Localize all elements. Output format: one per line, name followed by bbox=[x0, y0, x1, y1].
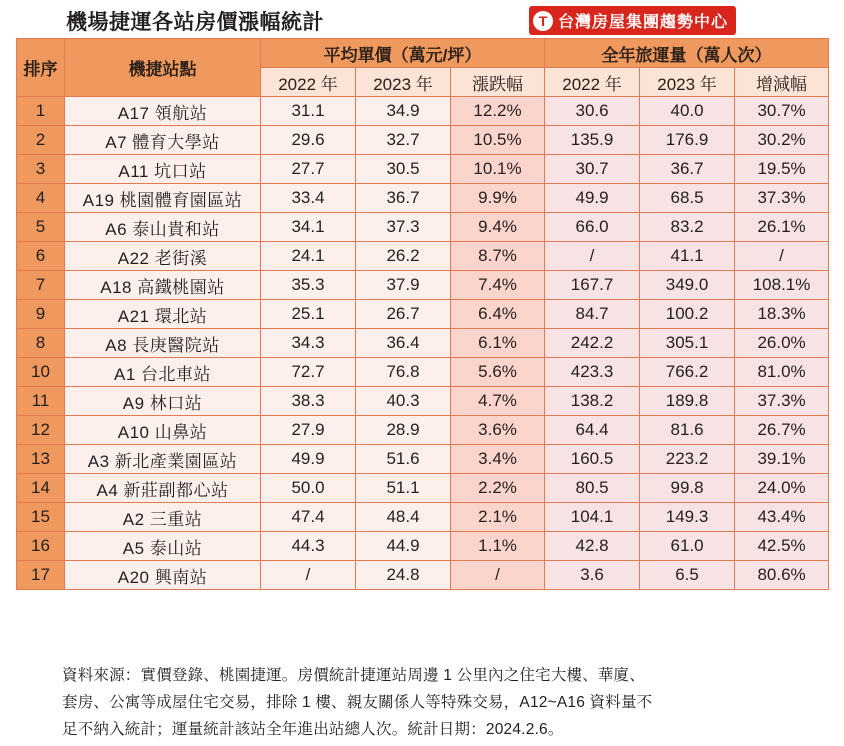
cell-price-2022: 34.1 bbox=[261, 213, 356, 242]
footnote-line-1: 資料來源：實價登錄、桃園捷運。房價統計捷運站周邊 1 公里內之住宅大樓、華廈、 bbox=[62, 667, 646, 684]
cell-ride-2022: 64.4 bbox=[545, 416, 640, 445]
column-header-price-2023: 2023 年 bbox=[356, 68, 451, 97]
cell-ride-2022: 3.6 bbox=[545, 561, 640, 590]
cell-ride-2023: 766.2 bbox=[640, 358, 735, 387]
cell-rank: 2 bbox=[17, 126, 65, 155]
cell-price-2022: 25.1 bbox=[261, 300, 356, 329]
cell-price-2022: 35.3 bbox=[261, 271, 356, 300]
table-row bbox=[17, 213, 829, 242]
cell-rank: 15 bbox=[17, 503, 65, 532]
stats-table bbox=[16, 38, 829, 590]
cell-rank: 7 bbox=[17, 271, 65, 300]
cell-station: A20 興南站 bbox=[65, 561, 261, 590]
cell-ride-change: 26.7% bbox=[735, 416, 829, 445]
cell-ride-2022: 30.6 bbox=[545, 97, 640, 126]
cell-ride-change: 26.1% bbox=[735, 213, 829, 242]
cell-station: A22 老街溪 bbox=[65, 242, 261, 271]
cell-ride-change: 80.6% bbox=[735, 561, 829, 590]
table-row bbox=[17, 329, 829, 358]
table-row bbox=[17, 445, 829, 474]
cell-rank: 8 bbox=[17, 329, 65, 358]
cell-rank: 5 bbox=[17, 213, 65, 242]
page-title: 機場捷運各站房價漲幅統計 bbox=[66, 11, 324, 34]
cell-ride-change: 24.0% bbox=[735, 474, 829, 503]
column-header-ride-2023: 2023 年 bbox=[640, 68, 735, 97]
cell-price-2022: 47.4 bbox=[261, 503, 356, 532]
brand-logo bbox=[529, 6, 736, 35]
footnote-line-2: 套房、公寓等成屋住宅交易，排除 1 樓、親友關係人等特殊交易，A12~A16 資料量不 bbox=[62, 694, 653, 711]
cell-ride-change: 42.5% bbox=[735, 532, 829, 561]
cell-price-2022: 27.7 bbox=[261, 155, 356, 184]
cell-price-change: 10.1% bbox=[451, 155, 545, 184]
cell-price-change: 3.4% bbox=[451, 445, 545, 474]
cell-rank: 1 bbox=[17, 97, 65, 126]
cell-station: A17 領航站 bbox=[65, 97, 261, 126]
footnote-line-3: 足不納入統計；運量統計該站全年進出站總人次。統計日期：2024.2.6。 bbox=[62, 721, 564, 738]
cell-price-change: 6.4% bbox=[451, 300, 545, 329]
cell-station: A2 三重站 bbox=[65, 503, 261, 532]
cell-price-2023: 26.2 bbox=[356, 242, 451, 271]
cell-rank: 6 bbox=[17, 242, 65, 271]
table-row bbox=[17, 532, 829, 561]
cell-price-2023: 51.6 bbox=[356, 445, 451, 474]
cell-rank: 10 bbox=[17, 358, 65, 387]
cell-ride-2022: 84.7 bbox=[545, 300, 640, 329]
cell-ride-change: 18.3% bbox=[735, 300, 829, 329]
logo-text: 台灣房屋集團趨勢中心 bbox=[557, 14, 728, 31]
cell-price-2022: / bbox=[261, 561, 356, 590]
table-row bbox=[17, 242, 829, 271]
cell-rank: 3 bbox=[17, 155, 65, 184]
cell-price-change: 6.1% bbox=[451, 329, 545, 358]
cell-station: A9 林口站 bbox=[65, 387, 261, 416]
cell-price-2022: 50.0 bbox=[261, 474, 356, 503]
column-header-ride-change: 增減幅 bbox=[735, 68, 829, 97]
cell-price-2022: 31.1 bbox=[261, 97, 356, 126]
cell-ride-2023: 149.3 bbox=[640, 503, 735, 532]
cell-ride-2022: 30.7 bbox=[545, 155, 640, 184]
cell-price-2023: 34.9 bbox=[356, 97, 451, 126]
cell-price-change: 4.7% bbox=[451, 387, 545, 416]
cell-ride-2023: 349.0 bbox=[640, 271, 735, 300]
cell-price-change: 5.6% bbox=[451, 358, 545, 387]
cell-ride-2023: 83.2 bbox=[640, 213, 735, 242]
table-row bbox=[17, 387, 829, 416]
column-group-header-ridership: 全年旅運量（萬人次） bbox=[545, 39, 829, 68]
table-body bbox=[17, 97, 829, 590]
cell-ride-2023: 176.9 bbox=[640, 126, 735, 155]
cell-price-2022: 24.1 bbox=[261, 242, 356, 271]
table-row bbox=[17, 300, 829, 329]
cell-station: A8 長庚醫院站 bbox=[65, 329, 261, 358]
cell-ride-2023: 6.5 bbox=[640, 561, 735, 590]
cell-ride-2023: 41.1 bbox=[640, 242, 735, 271]
cell-station: A1 台北車站 bbox=[65, 358, 261, 387]
cell-ride-2022: 423.3 bbox=[545, 358, 640, 387]
cell-rank: 16 bbox=[17, 532, 65, 561]
cell-ride-2023: 223.2 bbox=[640, 445, 735, 474]
cell-ride-change: 30.7% bbox=[735, 97, 829, 126]
cell-rank: 12 bbox=[17, 416, 65, 445]
column-header-station: 機捷站點 bbox=[65, 39, 261, 97]
cell-price-2022: 38.3 bbox=[261, 387, 356, 416]
cell-rank: 11 bbox=[17, 387, 65, 416]
cell-ride-2022: 160.5 bbox=[545, 445, 640, 474]
table-row bbox=[17, 416, 829, 445]
cell-ride-change: 19.5% bbox=[735, 155, 829, 184]
logo-mark-icon: T bbox=[533, 11, 553, 31]
cell-ride-2023: 100.2 bbox=[640, 300, 735, 329]
stats-table-container bbox=[16, 38, 828, 590]
cell-price-2023: 36.4 bbox=[356, 329, 451, 358]
table-head bbox=[17, 39, 829, 97]
cell-station: A4 新莊副都心站 bbox=[65, 474, 261, 503]
table-row bbox=[17, 126, 829, 155]
cell-price-2023: 51.1 bbox=[356, 474, 451, 503]
table-row bbox=[17, 271, 829, 300]
cell-ride-2022: 135.9 bbox=[545, 126, 640, 155]
cell-price-2023: 30.5 bbox=[356, 155, 451, 184]
cell-price-change: 2.2% bbox=[451, 474, 545, 503]
cell-ride-2022: / bbox=[545, 242, 640, 271]
cell-ride-change: 37.3% bbox=[735, 184, 829, 213]
cell-price-change: 9.4% bbox=[451, 213, 545, 242]
cell-price-2023: 40.3 bbox=[356, 387, 451, 416]
cell-station: A6 泰山貴和站 bbox=[65, 213, 261, 242]
footnote bbox=[62, 662, 802, 743]
cell-station: A3 新北產業園區站 bbox=[65, 445, 261, 474]
cell-station: A21 環北站 bbox=[65, 300, 261, 329]
cell-price-2023: 26.7 bbox=[356, 300, 451, 329]
cell-ride-2023: 305.1 bbox=[640, 329, 735, 358]
cell-price-2022: 27.9 bbox=[261, 416, 356, 445]
column-header-price-2022: 2022 年 bbox=[261, 68, 356, 97]
cell-ride-2023: 68.5 bbox=[640, 184, 735, 213]
cell-ride-change: 37.3% bbox=[735, 387, 829, 416]
table-header-row-group bbox=[17, 39, 829, 68]
cell-price-2022: 44.3 bbox=[261, 532, 356, 561]
cell-ride-change: 43.4% bbox=[735, 503, 829, 532]
cell-price-2022: 33.4 bbox=[261, 184, 356, 213]
table-row bbox=[17, 503, 829, 532]
cell-price-change: 9.9% bbox=[451, 184, 545, 213]
cell-station: A19 桃園體育園區站 bbox=[65, 184, 261, 213]
cell-rank: 14 bbox=[17, 474, 65, 503]
cell-rank: 9 bbox=[17, 300, 65, 329]
cell-price-2022: 72.7 bbox=[261, 358, 356, 387]
cell-price-2023: 48.4 bbox=[356, 503, 451, 532]
cell-price-2023: 76.8 bbox=[356, 358, 451, 387]
cell-price-2022: 49.9 bbox=[261, 445, 356, 474]
cell-station: A18 高鐵桃園站 bbox=[65, 271, 261, 300]
cell-price-change: 7.4% bbox=[451, 271, 545, 300]
cell-ride-2022: 242.2 bbox=[545, 329, 640, 358]
table-row bbox=[17, 184, 829, 213]
cell-rank: 4 bbox=[17, 184, 65, 213]
table-row bbox=[17, 97, 829, 126]
cell-ride-2022: 167.7 bbox=[545, 271, 640, 300]
cell-price-2023: 32.7 bbox=[356, 126, 451, 155]
cell-station: A5 泰山站 bbox=[65, 532, 261, 561]
cell-ride-change: 81.0% bbox=[735, 358, 829, 387]
cell-price-change: 2.1% bbox=[451, 503, 545, 532]
cell-station: A10 山鼻站 bbox=[65, 416, 261, 445]
cell-station: A7 體育大學站 bbox=[65, 126, 261, 155]
cell-price-change: 8.7% bbox=[451, 242, 545, 271]
cell-price-change: 3.6% bbox=[451, 416, 545, 445]
cell-ride-change: 39.1% bbox=[735, 445, 829, 474]
cell-ride-2022: 66.0 bbox=[545, 213, 640, 242]
cell-ride-2023: 61.0 bbox=[640, 532, 735, 561]
cell-rank: 13 bbox=[17, 445, 65, 474]
cell-price-change: 12.2% bbox=[451, 97, 545, 126]
cell-ride-2022: 49.9 bbox=[545, 184, 640, 213]
cell-ride-change: 30.2% bbox=[735, 126, 829, 155]
cell-price-change: 10.5% bbox=[451, 126, 545, 155]
cell-station: A11 坑口站 bbox=[65, 155, 261, 184]
cell-ride-2023: 81.6 bbox=[640, 416, 735, 445]
column-header-ride-2022: 2022 年 bbox=[545, 68, 640, 97]
cell-price-change: / bbox=[451, 561, 545, 590]
cell-price-2023: 37.9 bbox=[356, 271, 451, 300]
cell-ride-2022: 80.5 bbox=[545, 474, 640, 503]
cell-ride-change: 108.1% bbox=[735, 271, 829, 300]
column-header-rank: 排序 bbox=[17, 39, 65, 97]
cell-rank: 17 bbox=[17, 561, 65, 590]
cell-ride-2022: 104.1 bbox=[545, 503, 640, 532]
cell-price-change: 1.1% bbox=[451, 532, 545, 561]
cell-ride-2023: 40.0 bbox=[640, 97, 735, 126]
cell-ride-2023: 189.8 bbox=[640, 387, 735, 416]
cell-price-2023: 36.7 bbox=[356, 184, 451, 213]
cell-price-2023: 24.8 bbox=[356, 561, 451, 590]
cell-price-2023: 44.9 bbox=[356, 532, 451, 561]
cell-ride-change: / bbox=[735, 242, 829, 271]
cell-ride-2022: 138.2 bbox=[545, 387, 640, 416]
cell-ride-2023: 36.7 bbox=[640, 155, 735, 184]
cell-ride-change: 26.0% bbox=[735, 329, 829, 358]
cell-ride-2023: 99.8 bbox=[640, 474, 735, 503]
column-group-header-price: 平均單價（萬元/坪） bbox=[261, 39, 545, 68]
cell-price-2022: 29.6 bbox=[261, 126, 356, 155]
table-row bbox=[17, 474, 829, 503]
cell-price-2023: 37.3 bbox=[356, 213, 451, 242]
cell-ride-2022: 42.8 bbox=[545, 532, 640, 561]
column-header-price-change: 漲跌幅 bbox=[451, 68, 545, 97]
table-row bbox=[17, 155, 829, 184]
cell-price-2023: 28.9 bbox=[356, 416, 451, 445]
cell-price-2022: 34.3 bbox=[261, 329, 356, 358]
table-row bbox=[17, 358, 829, 387]
table-row bbox=[17, 561, 829, 590]
